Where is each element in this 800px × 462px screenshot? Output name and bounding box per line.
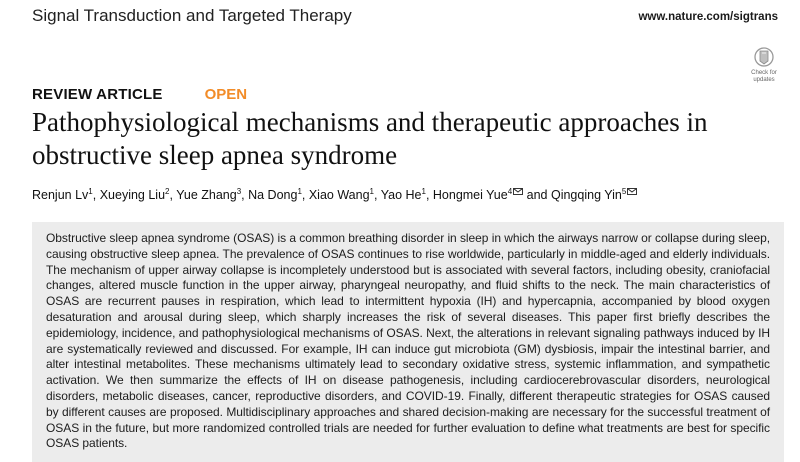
author-separator: , bbox=[169, 188, 177, 202]
author-name[interactable]: Yao He bbox=[380, 188, 422, 202]
corresponding-author-mail-icon[interactable] bbox=[627, 184, 637, 198]
author-name[interactable]: Xueying Liu bbox=[99, 188, 166, 202]
author-name[interactable]: Xiao Wang bbox=[308, 188, 370, 202]
author-name[interactable]: Yue Zhang bbox=[176, 188, 237, 202]
author-name[interactable]: Hongmei Yue bbox=[432, 188, 508, 202]
author-separator: , bbox=[373, 188, 381, 202]
abstract-box bbox=[32, 222, 784, 462]
check-updates-label bbox=[744, 70, 784, 83]
author-separator: , bbox=[241, 188, 249, 202]
author-name[interactable]: Renjun Lv bbox=[32, 188, 89, 202]
corresponding-author-mail-icon[interactable] bbox=[513, 184, 523, 198]
check-updates-line1: Check for bbox=[751, 70, 777, 76]
check-updates-line2: updates bbox=[753, 76, 775, 83]
check-for-updates-badge[interactable] bbox=[744, 46, 784, 86]
open-access-tag: OPEN bbox=[204, 86, 248, 103]
author-affiliation: 1 bbox=[88, 187, 93, 196]
author-affiliation: 5 bbox=[621, 187, 627, 196]
journal-name: Signal Transduction and Targeted Therapy bbox=[32, 6, 352, 25]
author-affiliation: 2 bbox=[165, 187, 170, 196]
author-affiliation: 1 bbox=[421, 187, 426, 196]
author-separator: and bbox=[523, 188, 551, 202]
author-separator: , bbox=[425, 188, 433, 202]
author-affiliation: 1 bbox=[369, 187, 374, 196]
author-list bbox=[32, 184, 780, 202]
author-affiliation: 4 bbox=[507, 187, 513, 196]
article-type: REVIEW ARTICLE bbox=[32, 86, 163, 103]
author-name[interactable]: Na Dong bbox=[248, 188, 298, 202]
journal-url-link[interactable]: www.nature.com/sigtrans bbox=[638, 11, 778, 23]
author-separator: , bbox=[92, 188, 100, 202]
abstract-text: Obstructive sleep apnea syndrome (OSAS) is a common breathing disorder in sleep in which the airways narrow or collapse during sleep, causing obstructive sleep apnea. The prevalence of OSAS continues to rise worldwide, particularly in middle-aged and elderly individuals. The mechanism of upper airway collapse is incompletely understood but is associated with several factors, including obesity, craniofacial changes, altered muscle function in the upper airway, pharyngeal neuropathy, and fluid shifts to the neck. The main characteristics of OSAS are recurrent pauses in respiration, which lead to intermittent hypoxia (IH) and hypercapnia, accompanied by blood oxygen desaturation and arousal during sleep, which sharply increases the risk of several diseases. This paper first briefly describes the epidemiology, incidence, and pathophysiological mechanisms of OSAS. Next, the alterations in relevant signaling pathways induced by IH are systematically reviewed and discussed. For example, IH can induce gut microbiota (GM) dysbiosis, impair the intestinal barrier, and alter intestinal metabolites. These mechanisms ultimately lead to secondary oxidative stress, systemic inflammation, and sympathetic activation. We then summarize the effects of IH on disease pathogenesis, including cardiocerebrovascular disorders, neurological disorders, metabolic diseases, cancer, reproductive disorders, and COVID-19. Finally, different therapeutic strategies for OSAS caused by different causes are proposed. Multidisciplinary approaches and shared decision-making are necessary for the successful treatment of OSAS in the future, but more randomized controlled trials are needed for further evaluation to define what treatments are best for specific OSAS patients. bbox=[46, 231, 770, 451]
author-affiliation: 3 bbox=[236, 187, 242, 196]
article-type-row bbox=[32, 86, 247, 104]
author-affiliation: 1 bbox=[297, 187, 302, 196]
author-separator: , bbox=[301, 188, 309, 202]
article-title: Pathophysiological mechanisms and therapeutic approaches in obstructive sleep apnea syndrome bbox=[32, 107, 708, 170]
author-name[interactable]: Qingqing Yin bbox=[550, 188, 622, 202]
check-updates-icon bbox=[754, 46, 774, 68]
